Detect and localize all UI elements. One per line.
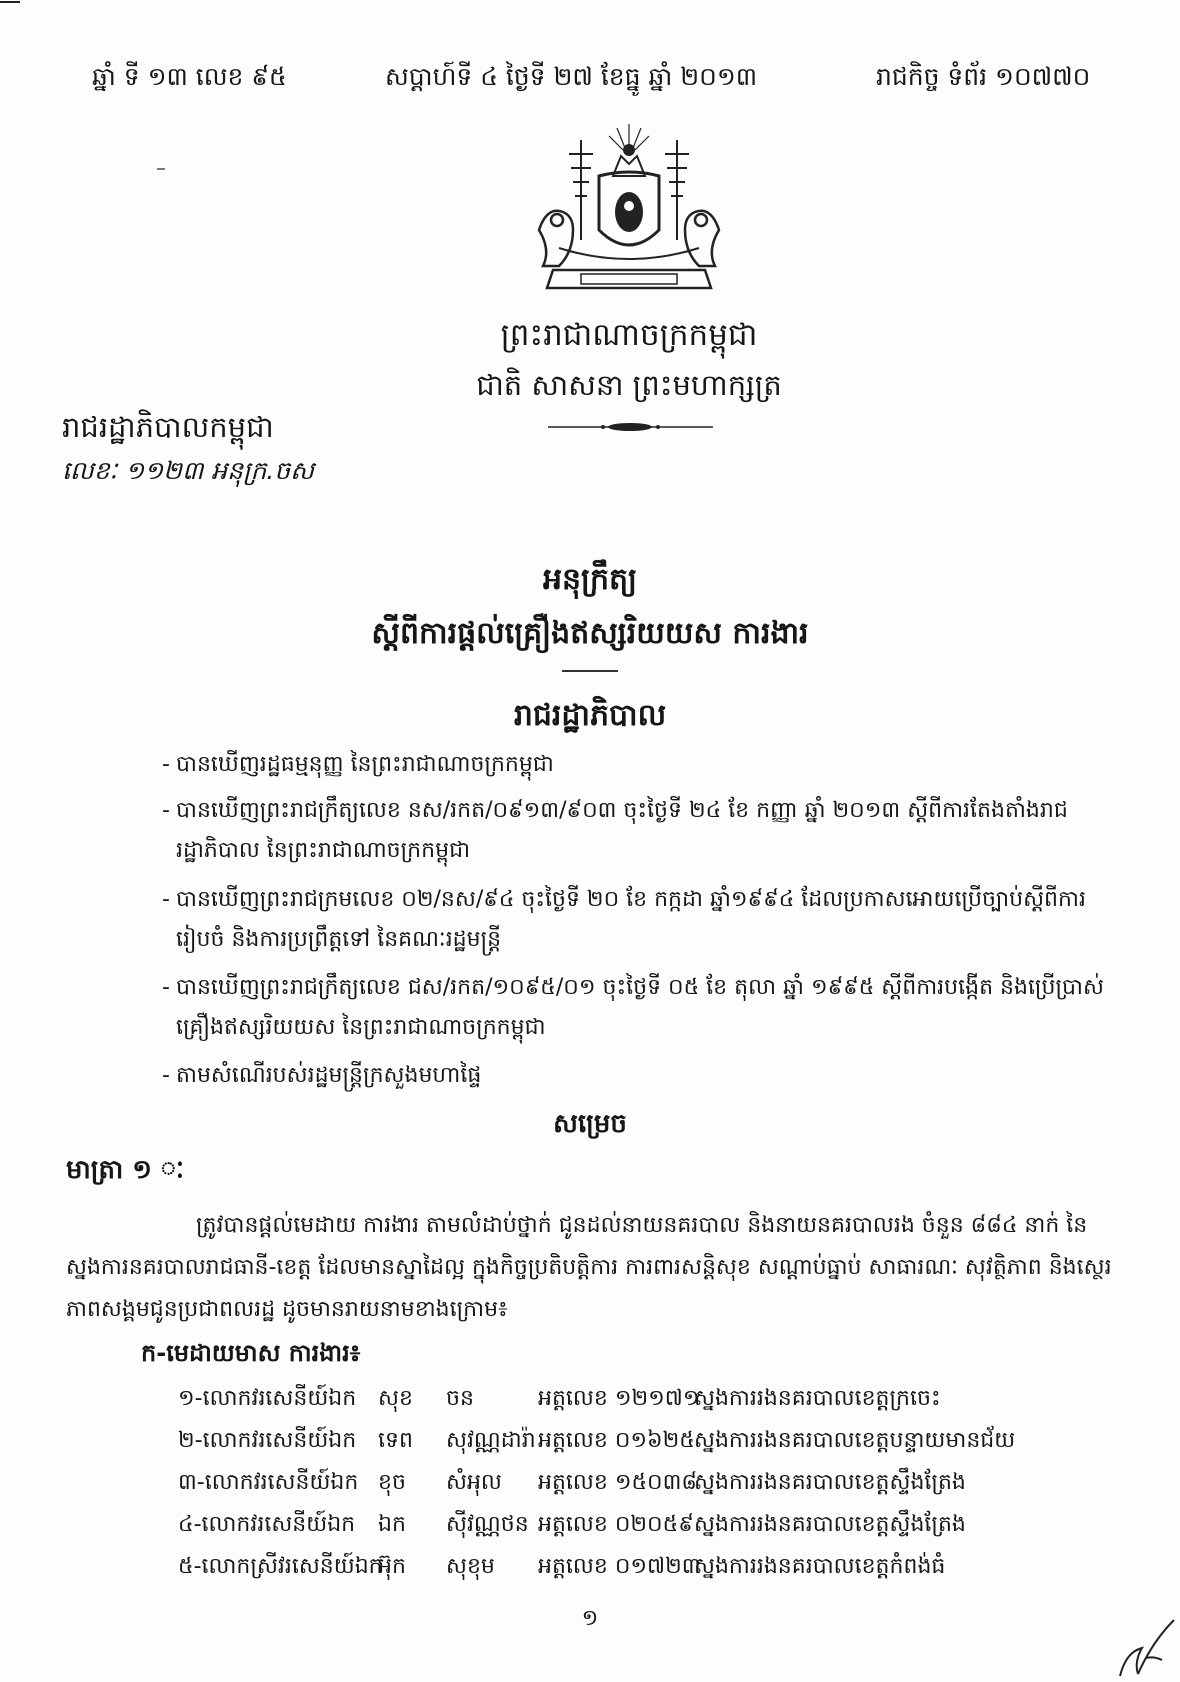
royal-coat-of-arms-icon bbox=[529, 120, 729, 300]
recipient-row bbox=[0, 1468, 1180, 1508]
recipient-row bbox=[0, 1552, 1180, 1592]
recipient-row bbox=[0, 1426, 1180, 1466]
preamble-clause: - បានឃើញរដ្ឋធម្មនុញ្ញ នៃព្រះរាជាណាចក្រកម្ពុជា bbox=[162, 752, 554, 777]
page-number: ១ bbox=[581, 1606, 599, 1631]
recipient-row bbox=[0, 1384, 1180, 1424]
issuing-authority: រាជរដ្ឋាភិបាល bbox=[513, 698, 667, 733]
recipient-given-name: សុវណ្ណដារ៉ា bbox=[446, 1428, 536, 1453]
gazette-date: សប្តាហ៍ទី ៤ ថ្ងៃទី ២៧ ខែធ្នូ ឆ្នាំ ២០១៣ bbox=[385, 62, 758, 91]
article-1-text: ត្រូវបានផ្តល់មេដាយ ការងារ តាមលំដាប់ថ្នាក់ ជូនដល់នាយនគរបាល និងនាយនគរបាលរង ចំនួន ៨៨៤ នាក់ នៃស្នងការនគរបាលរាជធានី-ខេត្ត ដែលមានស្នាដៃល្អ ក្នុងកិច្ចប្រតិបត្តិការ ការពារសន្តិសុខ សណ្តាប់ធ្នាប់ សាធារណៈ សុវត្ថិភាព និងស្ថេរភាពសង្គមជូនប្រជាពលរដ្ឋ ដូចមានរាយនាមខាងក្រោម៖ bbox=[66, 1213, 1112, 1322]
recipient-rank: ៤-លោកវរសេនីយ៍ឯក bbox=[178, 1512, 356, 1537]
recipient-rank: ៥-លោកស្រីវរសេនីយ៍ឯក bbox=[178, 1554, 383, 1579]
scan-corner-mark bbox=[0, 0, 22, 22]
recipient-rank: ៣-លោកវរសេនីយ៍ឯក bbox=[178, 1470, 359, 1495]
recipient-given-name: សុខុម bbox=[446, 1554, 495, 1579]
recipient-unit: ស្នងការរងនគរបាលខេត្តស្ទឹងត្រែង bbox=[694, 1512, 966, 1537]
recipient-surname: អ៊ុក bbox=[378, 1554, 406, 1579]
recipient-id: អត្តលេខ ១៥០៣៨ bbox=[538, 1470, 697, 1495]
recipient-surname: ទេព bbox=[378, 1428, 413, 1453]
preamble-clause: - បានឃើញព្រះរាជក្រឹត្យលេខ ជស/រកត/១០៩៥/០១ ចុះថ្ងៃទី ០៥ ខែ តុលា ឆ្នាំ ១៩៩៥ ស្តីពីការបង្កើត និងប្រើប្រាស់គ្រឿងឥស្សរិយយស នៃព្រះរាជាណាចក្រកម្ពុជា bbox=[162, 975, 1104, 1040]
kingdom-name: ព្រះរាជាណាចក្រកម្ពុជា bbox=[500, 317, 758, 353]
national-motto: ជាតិ សាសនា ព្រះមហាក្សត្រ bbox=[476, 368, 782, 402]
recipient-given-name: ស៊ីវណ្ណថន bbox=[446, 1512, 529, 1537]
scan-speck bbox=[157, 168, 165, 170]
recipient-surname: ឯក bbox=[378, 1512, 406, 1537]
recipient-row bbox=[0, 1510, 1180, 1550]
document-number: លេខៈ ១១២៣ អនុក្រ.ចស bbox=[62, 456, 314, 485]
article-1-label: មាត្រា ១ ៈ bbox=[66, 1155, 185, 1185]
document-title: អនុក្រឹត្យ bbox=[542, 562, 638, 597]
recipient-unit: ស្នងការរងនគរបាលខេត្តក្រចេះ bbox=[694, 1386, 941, 1411]
recipient-rank: ១-លោកវរសេនីយ៍ឯក bbox=[178, 1386, 357, 1411]
gazette-year-issue: ឆ្នាំ ទី ១៣ លេខ ៩៥ bbox=[92, 62, 287, 91]
gazette-page: រាជកិច្ច ទំព័រ ១០៧៧០ bbox=[876, 62, 1091, 91]
recipient-id: អត្តលេខ ០១៧២៣ bbox=[538, 1554, 701, 1579]
recipient-unit: ស្នងការរងនគរបាលខេត្តបន្ទាយមានជ័យ bbox=[694, 1428, 1016, 1453]
handwritten-initial-icon bbox=[1112, 1612, 1180, 1682]
preamble-clause: - តាមសំណើរបស់រដ្ឋមន្ត្រីក្រសួងមហាផ្ទៃ bbox=[162, 1063, 482, 1088]
recipient-surname: សុខ bbox=[378, 1386, 413, 1411]
government-name: រាជរដ្ឋាភិបាលកម្ពុជា bbox=[62, 410, 274, 444]
recipient-id: អត្តលេខ ០២០៥៩ bbox=[538, 1512, 694, 1537]
recipient-id: អត្តលេខ ០១៦២៥ bbox=[538, 1428, 695, 1453]
gold-medal-section-heading: ក-មេដាយមាស ការងារ៖ bbox=[141, 1339, 361, 1367]
title-divider bbox=[562, 670, 618, 672]
document-subtitle: ស្តីពីការផ្តល់គ្រឿងឥស្សរិយយស ការងារ bbox=[371, 616, 809, 651]
ornament-divider bbox=[548, 420, 713, 434]
recipient-id: អត្តលេខ ១២១៧១ bbox=[538, 1386, 700, 1411]
preamble-clause: - បានឃើញព្រះរាជក្រមលេខ ០២/នស/៩៤ ចុះថ្ងៃទី ២០ ខែ កក្កដា ឆ្នាំ១៩៩៤ ដែលប្រកាសអោយប្រើច្បាប់ស្តីពីការរៀបចំ និងការប្រព្រឹត្តទៅ នៃគណៈរដ្ឋមន្ត្រី bbox=[162, 887, 1086, 952]
recipient-unit: ស្នងការរងនគរបាលខេត្តកំពង់ធំ bbox=[694, 1554, 946, 1579]
recipient-given-name: ចន bbox=[446, 1386, 474, 1411]
preamble-clause: - បានឃើញព្រះរាជក្រឹត្យលេខ នស/រកត/០៩១៣/៩០៣ ចុះថ្ងៃទី ២៤ ខែ កញ្ញា ឆ្នាំ ២០១៣ ស្តីពីការតែងតាំងរាជរដ្ឋាភិបាល នៃព្រះរាជាណាចក្រកម្ពុជា bbox=[162, 798, 1068, 863]
recipient-given-name: សំអុល bbox=[446, 1470, 502, 1495]
decision-heading: សម្រេច bbox=[553, 1109, 627, 1139]
recipient-unit: ស្នងការរងនគរបាលខេត្តស្ទឹងត្រែង bbox=[694, 1470, 966, 1495]
recipient-rank: ២-លោកវរសេនីយ៍ឯក bbox=[178, 1428, 357, 1453]
recipient-surname: ខុច bbox=[378, 1470, 406, 1495]
